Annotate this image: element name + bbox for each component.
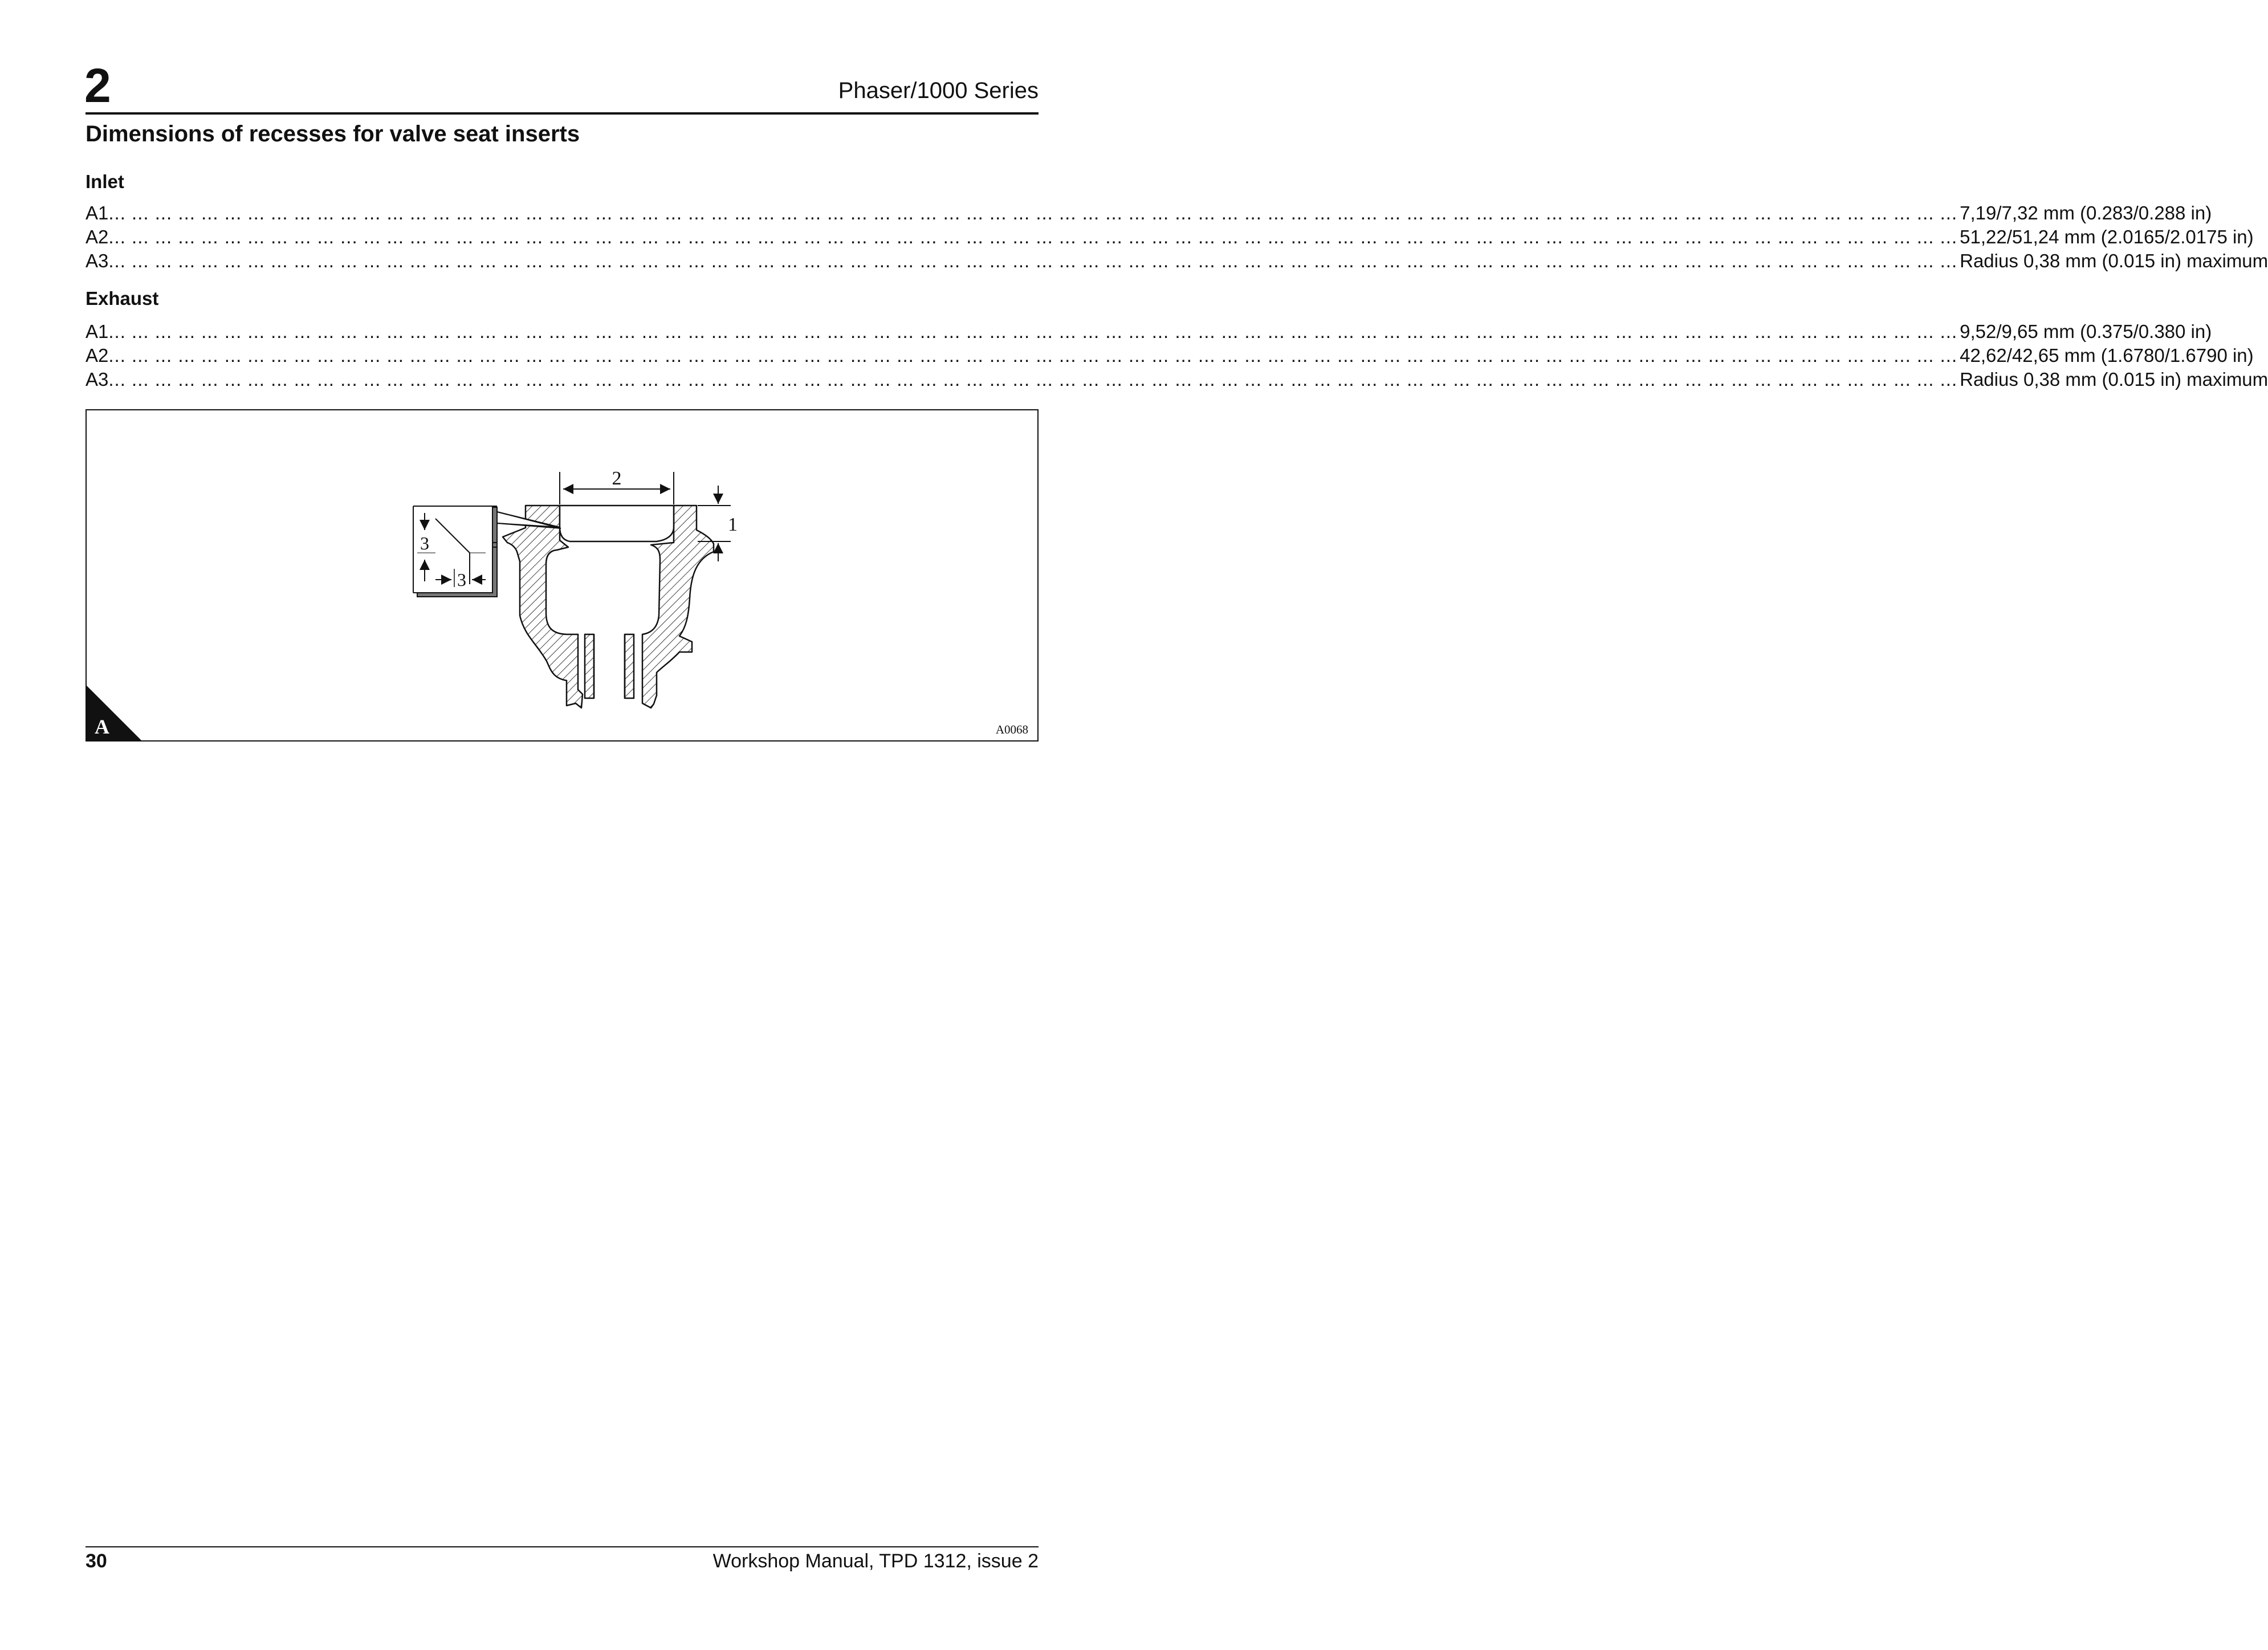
- spec-value: 51,22/51,24 mm (2.0165/2.0175 in): [1960, 226, 2254, 247]
- valve-seat-recess-figure: [85, 409, 1039, 742]
- page-number: 30: [85, 1550, 107, 1572]
- spec-label: A1: [85, 202, 109, 223]
- spec-label: A3: [85, 369, 109, 390]
- detail-section-step: [492, 543, 497, 547]
- detail-dim-3-horizontal-label: 3: [457, 569, 466, 590]
- chapter-number: 2: [84, 59, 111, 112]
- exhaust-spec-list: [85, 320, 2268, 392]
- spec-label: A2: [85, 345, 109, 366]
- inlet-heading: Inlet: [85, 171, 124, 192]
- manual-reference: Workshop Manual, TPD 1312, issue 2: [712, 1550, 1039, 1572]
- spec-row: [85, 320, 2212, 344]
- detail-dim-3-vertical-label: 3: [420, 533, 429, 553]
- spec-value: 7,19/7,32 mm (0.283/0.288 in): [1960, 202, 2212, 223]
- spec-value: 42,62/42,65 mm (1.6780/1.6790 in): [1960, 345, 2254, 366]
- spec-value: 9,52/9,65 mm (0.375/0.380 in): [1960, 321, 2212, 342]
- spec-value: Radius 0,38 mm (0.015 in) maximum: [1960, 250, 2268, 271]
- header-rule: [85, 112, 1039, 115]
- series-title: Phaser/1000 Series: [838, 78, 1039, 103]
- dot-leader: ... ... ... ... ... ... ... ... ... ... ... ... ... ... ... ... ... ... ... ... ... ... ... ... ... ... ... ... ... ... ... ... ... ... ... ... ... ... ... ... ... ... ... ... ... ... ... ... ... ... ... ... ... ... ... ... ... ... ... ... ... ... ... ... ... ... ... ... ... ... ... ... ... ... ... ... ... ... ... ...: [108, 250, 1958, 271]
- spec-label: A3: [85, 250, 109, 271]
- figure-reference: A0068: [995, 723, 1028, 736]
- figure-letter: A: [95, 715, 109, 738]
- footer-rule: [85, 1546, 1039, 1547]
- section-title: Dimensions of recesses for valve seat inserts: [85, 121, 580, 146]
- spec-row: [85, 344, 2254, 368]
- spec-row: [85, 201, 2212, 225]
- cylinder-head-section: [503, 506, 714, 708]
- dot-leader: ... ... ... ... ... ... ... ... ... ... ... ... ... ... ... ... ... ... ... ... ... ... ... ... ... ... ... ... ... ... ... ... ... ... ... ... ... ... ... ... ... ... ... ... ... ... ... ... ... ... ... ... ... ... ... ... ... ... ... ... ... ... ... ... ... ... ... ... ... ... ... ... ... ... ... ... ... ... ... ...: [108, 202, 1958, 223]
- dot-leader: ... ... ... ... ... ... ... ... ... ... ... ... ... ... ... ... ... ... ... ... ... ... ... ... ... ... ... ... ... ... ... ... ... ... ... ... ... ... ... ... ... ... ... ... ... ... ... ... ... ... ... ... ... ... ... ... ... ... ... ... ... ... ... ... ... ... ... ... ... ... ... ... ... ... ... ... ... ... ... ...: [108, 226, 1958, 247]
- spec-label: A2: [85, 226, 109, 247]
- dot-leader: ... ... ... ... ... ... ... ... ... ... ... ... ... ... ... ... ... ... ... ... ... ... ... ... ... ... ... ... ... ... ... ... ... ... ... ... ... ... ... ... ... ... ... ... ... ... ... ... ... ... ... ... ... ... ... ... ... ... ... ... ... ... ... ... ... ... ... ... ... ... ... ... ... ... ... ... ... ... ... ...: [108, 345, 1958, 366]
- dimension-2-label: 2: [612, 468, 622, 489]
- dot-leader: ... ... ... ... ... ... ... ... ... ... ... ... ... ... ... ... ... ... ... ... ... ... ... ... ... ... ... ... ... ... ... ... ... ... ... ... ... ... ... ... ... ... ... ... ... ... ... ... ... ... ... ... ... ... ... ... ... ... ... ... ... ... ... ... ... ... ... ... ... ... ... ... ... ... ... ... ... ... ... ...: [108, 369, 1958, 390]
- inlet-spec-list: [85, 201, 2268, 273]
- valve-seat-recess-drawing: [87, 410, 1037, 740]
- spec-row: [85, 368, 2268, 392]
- valve-guide-left: [585, 634, 594, 698]
- spec-row: [85, 249, 2268, 273]
- valve-guide-right: [625, 634, 634, 698]
- spec-value: Radius 0,38 mm (0.015 in) maximum: [1960, 369, 2268, 390]
- dot-leader: ... ... ... ... ... ... ... ... ... ... ... ... ... ... ... ... ... ... ... ... ... ... ... ... ... ... ... ... ... ... ... ... ... ... ... ... ... ... ... ... ... ... ... ... ... ... ... ... ... ... ... ... ... ... ... ... ... ... ... ... ... ... ... ... ... ... ... ... ... ... ... ... ... ... ... ... ... ... ... ...: [108, 321, 1958, 342]
- spec-label: A1: [85, 321, 109, 342]
- dimension-1-label: 1: [728, 514, 738, 535]
- spec-row: [85, 225, 2254, 249]
- exhaust-heading: Exhaust: [85, 288, 159, 309]
- valve-seat-insert: [560, 506, 674, 541]
